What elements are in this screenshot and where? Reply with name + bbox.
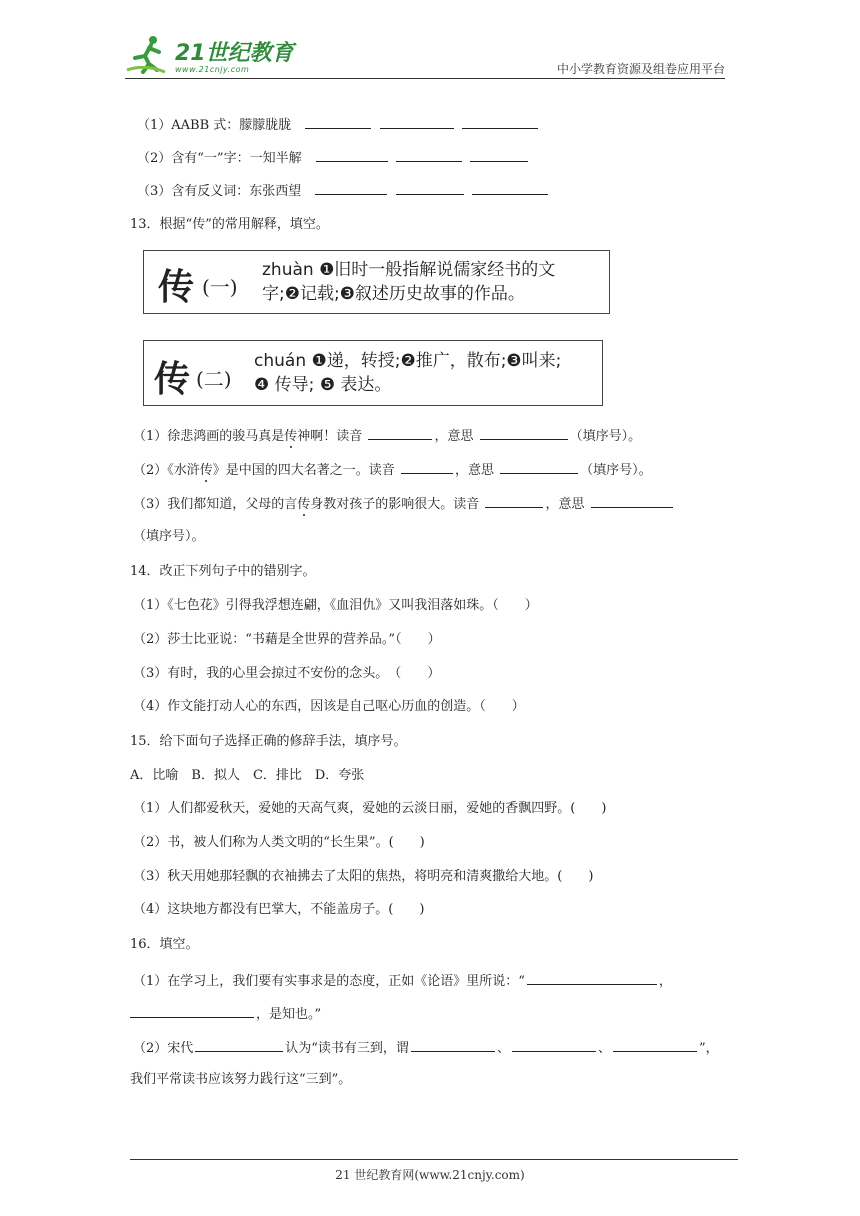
- text: 、: [597, 1041, 611, 1056]
- page-header: [125, 34, 725, 78]
- q12-item-2: [137, 147, 530, 168]
- text: 神啊！读音: [297, 429, 363, 444]
- answer-blank[interactable]: [470, 147, 528, 162]
- q15-item-2: （2）书，被人们称为人类文明的“长生果”。( ): [133, 835, 425, 850]
- definition-line-1: chuán ❶递，转授;❷推广，散布;❸叫来;: [254, 351, 562, 371]
- text: （3）我们都知道，父母的言: [133, 497, 298, 512]
- text: （1）在学习上，我们要有实事求是的态度，正如《论语》里所说：“: [133, 974, 525, 989]
- definition-line-1: zhuàn ❶旧时一般指解说儒家经书的文: [262, 260, 556, 280]
- text: 》是中国的四大名著之一。读音: [212, 463, 395, 478]
- header-platform-text: 中小学教育资源及组卷应用平台: [556, 62, 725, 76]
- q14-item-4: （4）作文能打动人心的东西，因该是自己呕心历血的创造。（ ）: [133, 699, 525, 714]
- q14-item-2: （2）莎士比亚说：“书藉是全世界的营养品。”（ ）: [133, 632, 441, 647]
- q16-title: 16．填空。: [130, 937, 199, 952]
- q15-item-1: （1）人们都爱秋天，爱她的天高气爽，爱她的云淡日丽，爱她的香飘四野。( ): [133, 801, 607, 816]
- text: （2）宋代: [133, 1041, 194, 1056]
- q12-item-3: [137, 180, 550, 201]
- answer-blank[interactable]: [396, 180, 464, 195]
- text: ，是知也。”: [256, 1007, 322, 1022]
- definition-num: (一): [202, 275, 238, 299]
- q13-item-2: [133, 459, 652, 480]
- dotted-char: 传: [284, 429, 298, 444]
- text: ，意思: [434, 429, 474, 444]
- q15-title: 15．给下面句子选择正确的修辞手法，填序号。: [130, 734, 407, 749]
- answer-blank[interactable]: [380, 114, 454, 129]
- text: ，意思: [454, 463, 494, 478]
- dotted-char: 传: [199, 463, 213, 478]
- q16-item-2: [133, 1037, 719, 1058]
- answer-blank[interactable]: [305, 114, 371, 129]
- answer-blank[interactable]: [527, 970, 657, 985]
- q13-item-1: [133, 425, 641, 446]
- definition-line-2: 字;❷记载;❸叙述历史故事的作品。: [262, 284, 525, 304]
- q15-item-3: （3）秋天用她那轻飘的衣袖拂去了太阳的焦热，将明亮和清爽撒给大地。( ): [133, 869, 594, 884]
- runner-logo-icon: [125, 34, 175, 74]
- answer-blank[interactable]: [613, 1037, 697, 1052]
- answer-blank[interactable]: [411, 1037, 495, 1052]
- text: ，意思: [545, 497, 585, 512]
- q13-item-3: [133, 493, 675, 514]
- definition-char: 传: [154, 358, 191, 400]
- header-divider: [125, 78, 725, 79]
- q16-item-1-cont: [130, 1003, 321, 1024]
- answer-blank[interactable]: [500, 459, 578, 474]
- q14-title: 14．改正下列句子中的错别字。: [130, 564, 316, 579]
- q13-title: 13．根据“传”的常用解释，填空。: [130, 217, 329, 232]
- text: （填序号）。: [569, 429, 642, 444]
- footer-divider: [130, 1159, 738, 1160]
- answer-blank[interactable]: [368, 425, 432, 440]
- answer-blank[interactable]: [591, 493, 673, 508]
- definition-line-2: ❹ 传导; ❺ 表达。: [254, 375, 392, 395]
- q12-item-1-text: （1）AABB 式：朦朦胧胧: [137, 118, 292, 133]
- answer-blank[interactable]: [480, 425, 568, 440]
- logo-text: 21世纪教育: [175, 41, 294, 66]
- definition-box-1: [143, 250, 610, 314]
- answer-blank[interactable]: [512, 1037, 596, 1052]
- answer-blank[interactable]: [485, 493, 543, 508]
- definition-char: 传: [158, 266, 195, 308]
- answer-blank[interactable]: [316, 147, 388, 162]
- q14-item-3: （3）有时，我的心里会掠过不安份的念头。 （ ）: [133, 666, 441, 681]
- answer-blank[interactable]: [130, 1003, 254, 1018]
- text: 、: [496, 1041, 510, 1056]
- logo: [125, 34, 294, 74]
- q16-item-2-cont: 我们平常读书应该努力践行这“三到”。: [130, 1072, 352, 1087]
- definition-box-2: [143, 340, 603, 406]
- answer-blank[interactable]: [195, 1037, 283, 1052]
- q14-item-1: （1）《七色花》引得我浮想连翩，《血泪仇》又叫我泪落如珠。（ ）: [133, 598, 538, 613]
- definition-num: (二): [196, 367, 232, 391]
- q16-item-1: [133, 970, 672, 991]
- text: ”，: [698, 1041, 719, 1056]
- text: ，: [658, 974, 672, 989]
- text: （填序号）。: [580, 463, 652, 478]
- footer-text: 21 世纪教育网(www.21cnjy.com): [335, 1168, 525, 1182]
- q13-item-3-cont: （填序号）。: [133, 529, 205, 544]
- answer-blank[interactable]: [396, 147, 462, 162]
- dotted-char: 传: [297, 497, 311, 512]
- q12-item-2-text: （2）含有“一”字：一知半解: [137, 151, 302, 166]
- text: 身教对孩子的影响很大。读音: [310, 497, 480, 512]
- q12-item-3-text: （3）含有反义词：东张西望: [137, 184, 302, 199]
- logo-url: www.21cnjy.com: [175, 65, 250, 74]
- text: （1）徐悲鸿画的骏马真是: [133, 429, 285, 444]
- answer-blank[interactable]: [472, 180, 548, 195]
- text: 认为“读书有三到，谓: [285, 1041, 409, 1056]
- answer-blank[interactable]: [462, 114, 538, 129]
- text: （2）《水浒: [133, 463, 200, 478]
- answer-blank[interactable]: [401, 459, 453, 474]
- q15-item-4: （4）这块地方都没有巴掌大，不能盖房子。( ): [133, 902, 425, 917]
- q12-item-1: [137, 114, 540, 135]
- q15-options: A．比喻 B．拟人 C．排比 D．夸张: [130, 768, 365, 783]
- answer-blank[interactable]: [315, 180, 387, 195]
